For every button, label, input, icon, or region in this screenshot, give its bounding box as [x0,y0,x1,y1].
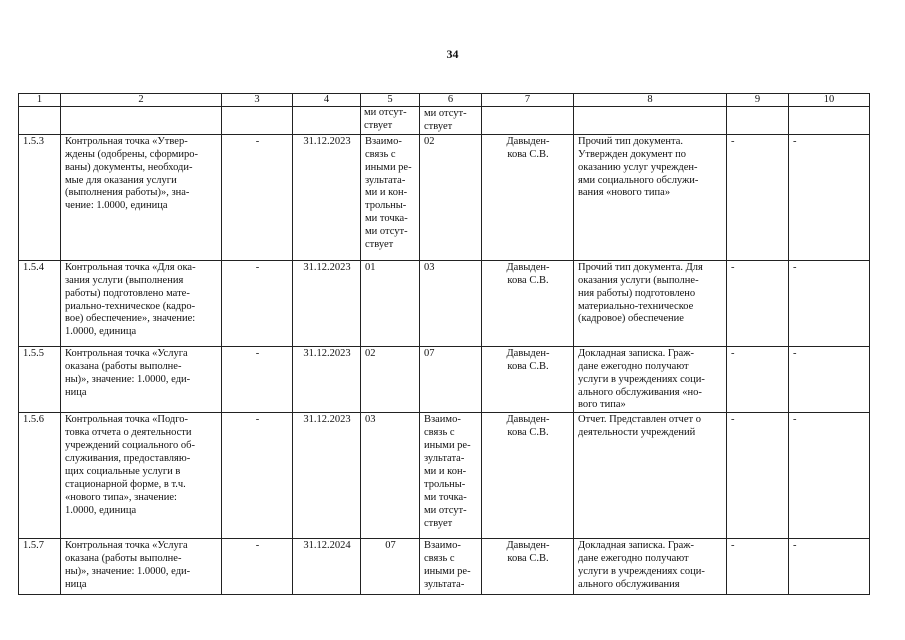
responsible-person-line: Давыден- [506,414,550,426]
header-cell: 5 [361,94,420,107]
header-cell: 6 [420,94,482,107]
table-row [19,346,870,413]
successor-cell-line: связь с [424,553,455,565]
document-description-line: оказания услуги (выполне- [578,274,699,286]
control-point-name [61,413,222,539]
col3-value: - [222,413,293,539]
col10-value: - [789,413,870,539]
control-point-name-line: работы) подготовлено мате- [65,287,190,299]
control-point-name-line: Контрольная точка «Утвер- [65,135,188,147]
col9-value: - [727,539,789,595]
control-point-name-line: ждены (одобрены, сформиро- [65,148,198,160]
row-number: 1.5.3 [19,134,61,260]
document-description-line: ями социального обслужи- [578,174,699,186]
control-point-name [61,260,222,346]
table-row [19,260,870,346]
table-row [19,413,870,539]
row-number: 1.5.4 [19,260,61,346]
control-point-name [61,346,222,413]
successor-cell-line: зультата- [424,579,465,591]
header-cell: 10 [789,94,870,107]
control-point-name-line: зания услуги (выполнения [65,274,184,286]
header-row [19,94,870,107]
successor-cell [420,260,482,346]
control-point-name-line: вое) обеспечение», значение: [65,313,196,325]
col3-value: - [222,346,293,413]
predecessor-cell-line: ми точка- [365,213,408,225]
control-point-name-line: ны)», значение: 1.0000, еди- [65,373,191,385]
col9-value: - [727,346,789,413]
control-point-name-line: ница [65,386,87,398]
control-point-name-line: чение: 1.0000, единица [65,200,168,212]
due-date: 31.12.2024 [293,539,361,595]
successor-cell-line: трольны- [424,478,466,490]
col9-value: - [727,260,789,346]
predecessor-cell [361,260,420,346]
responsible-person-line: Давыден- [506,261,550,273]
header-cell: 1 [19,94,61,107]
successor-cell-line: зультата- [424,453,465,465]
control-point-name-line: ны)», значение: 1.0000, еди- [65,566,191,578]
document-description-line: услуги в учреждениях соци- [578,566,705,578]
document-description-line: ального обслуживания «но- [578,386,702,398]
predecessor-cell-line: 02 [365,347,376,359]
responsible-person-line: кова С.В. [507,553,549,565]
document-description-line: Отчет. Представлен отчет о [578,414,701,426]
successor-cell-line: ствует [424,120,453,132]
document-description [574,134,727,260]
predecessor-cell-line: ми и кон- [365,187,408,199]
successor-cell-line: ми точка- [424,491,467,503]
predecessor-cell-line: ми отсут- [364,107,407,118]
col10-value: - [789,260,870,346]
control-point-name [61,107,222,135]
control-point-name-line: щих социальные услуги в [65,465,181,477]
col10-value: - [789,134,870,260]
due-date: 31.12.2023 [293,413,361,539]
predecessor-cell-line: иными ре- [365,161,412,173]
responsible-person-line: Давыден- [506,135,550,147]
document-description-line: (кадровое) обеспечение [578,313,684,325]
responsible-person [482,107,574,135]
due-date: 31.12.2023 [293,346,361,413]
responsible-person [482,539,574,595]
successor-cell-line: Взаимо- [424,540,461,552]
control-point-name-line: Контрольная точка «Услуга [65,540,188,552]
predecessor-cell-line: ствует [364,119,393,131]
document-description-line: Докладная записка. Граж- [578,347,694,359]
col9-value [727,107,789,135]
header-cell: 4 [293,94,361,107]
predecessor-cell [361,107,420,135]
col9-value: - [727,134,789,260]
col3-value [222,107,293,135]
document-description-line: Докладная записка. Граж- [578,540,694,552]
col9-value: - [727,413,789,539]
row-number: 1.5.5 [19,346,61,413]
predecessor-cell-line: 01 [365,261,376,273]
control-point-name-line: Контрольная точка «Для ока- [65,261,196,273]
document-description-line: вания «нового типа» [578,187,671,199]
header-cell: 2 [61,94,222,107]
document-description [574,107,727,135]
table-row [19,107,870,135]
successor-cell-line: Взаимо- [424,414,461,426]
header-cell: 3 [222,94,293,107]
row-number [19,107,61,135]
document-description-line: деятельности учреждений [578,427,696,439]
responsible-person [482,134,574,260]
responsible-person-line: Давыден- [506,540,550,552]
responsible-person-line: кова С.В. [507,360,549,372]
successor-cell-line: ствует [424,517,453,529]
successor-cell-line: иными ре- [424,440,471,452]
control-points-table [18,93,870,595]
document-description [574,346,727,413]
predecessor-cell-line: ми отсут- [365,226,408,238]
predecessor-cell-line: ствует [365,239,394,251]
predecessor-cell-line: связь с [365,148,396,160]
document-description [574,413,727,539]
col10-value: - [789,346,870,413]
predecessor-cell-line: Взаимо- [365,135,402,147]
successor-cell [420,413,482,539]
successor-cell-line: 03 [424,261,435,273]
successor-cell [420,346,482,413]
predecessor-cell [361,539,420,595]
col10-value: - [789,539,870,595]
successor-cell [420,107,482,135]
control-point-name-line: риально-техническое (кадро- [65,300,196,312]
document-description-line: ния работы) подготовлено [578,287,696,299]
responsible-person [482,346,574,413]
predecessor-cell-line: 03 [365,414,376,426]
control-point-name-line: мые для оказания услуги [65,174,177,186]
document-description-line: вого типа» [578,399,626,411]
header-cell: 7 [482,94,574,107]
responsible-person-line: Давыден- [506,347,550,359]
control-point-name-line: Контрольная точка «Подго- [65,414,189,426]
col3-value: - [222,539,293,595]
responsible-person-line: кова С.В. [507,427,549,439]
predecessor-cell [361,134,420,260]
control-point-name-line: Контрольная точка «Услуга [65,347,188,359]
document-description-line: ального обслуживания [578,579,680,591]
successor-cell-line: 02 [424,135,435,147]
predecessor-cell [361,346,420,413]
successor-cell-line: связь с [424,427,455,439]
header-cell: 8 [574,94,727,107]
due-date [293,107,361,135]
control-point-name-line: ница [65,579,87,591]
responsible-person [482,413,574,539]
control-point-name-line: оказана (работы выполне- [65,553,182,565]
document-description-line: услуги в учреждениях соци- [578,373,705,385]
row-number: 1.5.7 [19,539,61,595]
successor-cell [420,539,482,595]
control-point-name-line: 1.0000, единица [65,504,137,516]
successor-cell-line: 07 [424,347,435,359]
document-description-line: Прочий тип документа. [578,135,683,147]
document-description-line: оказанию услуг учрежден- [578,161,698,173]
control-point-name-line: ваны) документы, необходи- [65,161,193,173]
due-date: 31.12.2023 [293,134,361,260]
col10-value [789,107,870,135]
predecessor-cell-line: зультата- [365,174,406,186]
control-point-name-line: 1.0000, единица [65,326,137,338]
successor-cell-line: иными ре- [424,566,471,578]
document-description-line: дане ежегодно получают [578,553,689,565]
successor-cell-line: ми отсут- [424,504,467,516]
control-point-name-line: стационарной форме, в т.ч. [65,478,186,490]
control-point-name-line: оказана (работы выполне- [65,360,182,372]
due-date: 31.12.2023 [293,260,361,346]
table-row [19,539,870,595]
predecessor-cell-line: 07 [385,540,396,552]
predecessor-cell-line: трольны- [365,200,407,212]
document-description-line: Утвержден документ по [578,148,686,160]
successor-cell [420,134,482,260]
document-description-line: дане ежегодно получают [578,360,689,372]
document-description-line: материально-техническое [578,300,694,312]
control-point-name-line: (выполнения работы)», зна- [65,187,190,199]
page-number: 34 [446,47,459,61]
col3-value: - [222,134,293,260]
successor-cell-line: ми отсут- [424,108,467,119]
control-point-name-line: «нового типа», значение: [65,491,177,503]
control-point-name [61,539,222,595]
successor-cell-line: ми и кон- [424,465,467,477]
document-description-line: Прочий тип документа. Для [578,261,703,273]
document-description [574,539,727,595]
responsible-person [482,260,574,346]
predecessor-cell [361,413,420,539]
col3-value: - [222,260,293,346]
control-point-name-line: служивания, предоставляю- [65,453,191,465]
control-point-name [61,134,222,260]
row-number: 1.5.6 [19,413,61,539]
control-point-name-line: учреждений социального об- [65,440,195,452]
responsible-person-line: кова С.В. [507,148,549,160]
responsible-person-line: кова С.В. [507,274,549,286]
table-row [19,134,870,260]
document-description [574,260,727,346]
control-point-name-line: товка отчета о деятельности [65,427,192,439]
header-cell: 9 [727,94,789,107]
